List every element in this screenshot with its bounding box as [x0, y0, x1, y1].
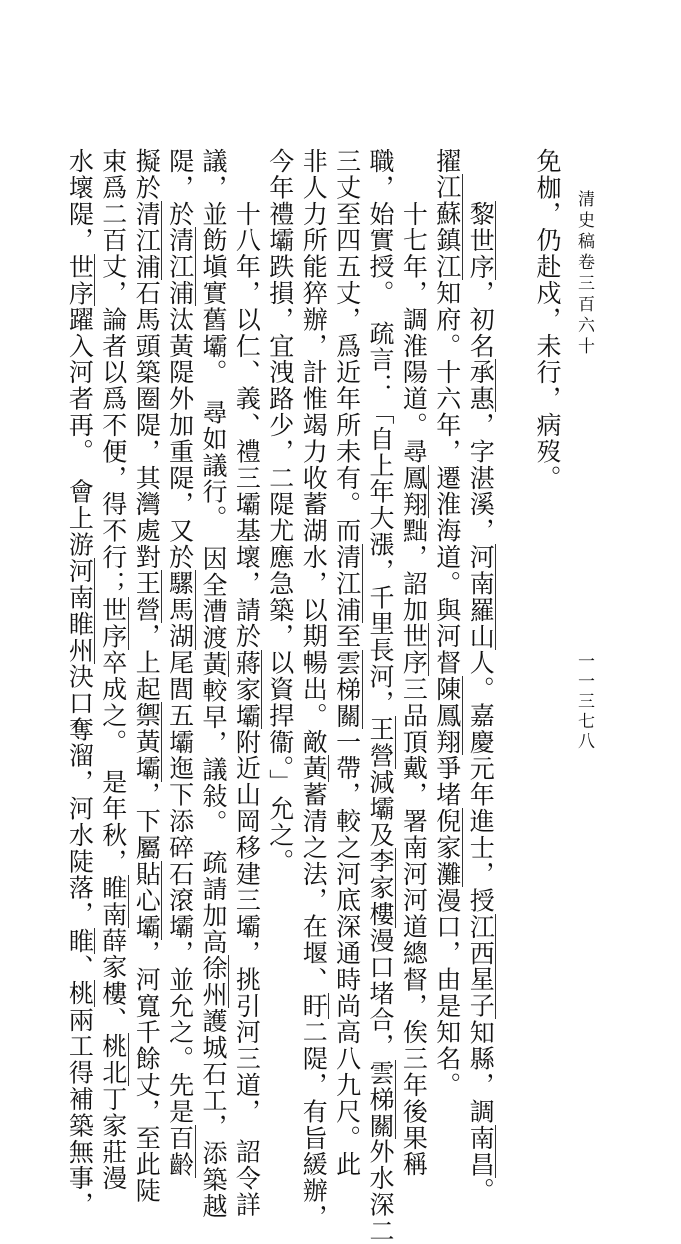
- text-run: 護城石工，添築越: [199, 1008, 228, 1220]
- proper-name-mark: 羅山: [466, 596, 496, 650]
- proper-name-mark: 清江浦: [132, 200, 162, 281]
- text-run: 。: [466, 1177, 496, 1205]
- proper-name-mark: 睢州: [65, 610, 95, 664]
- text-column: [399, 148, 429, 1178]
- text-column: [265, 148, 295, 875]
- text-column: [432, 148, 462, 1099]
- text-run: 束爲二百丈，論者以爲不便，得不行；: [98, 148, 128, 597]
- text-run: 三丈至四五丈，爲近年所未有。而: [332, 148, 362, 544]
- text-run: 一帶，較之河底深通時尚高八九尺。此: [332, 728, 362, 1178]
- proper-name-mark: 鎮江: [432, 227, 462, 281]
- text-run: 知府。十六年，遷淮海道。與河督: [432, 280, 462, 677]
- text-column: [98, 148, 128, 1192]
- text-run: 非人力所能猝辦，計惟竭力收蓄湖水，以期暢出。敵: [299, 148, 329, 756]
- proper-name-mark: 江蘇: [432, 174, 462, 228]
- text-run: 減壩及: [366, 769, 395, 849]
- proper-name-mark: 河南: [466, 544, 496, 597]
- text-run: 三品頂戴，署南河河道總督，俟三年後果稱: [399, 676, 429, 1178]
- text-run: 至: [332, 623, 362, 650]
- proper-name-mark: 陳鳳翔: [432, 676, 462, 756]
- text-run: 較早，議敍。 疏請加高: [199, 677, 228, 956]
- text-run: 爭堵: [432, 755, 462, 809]
- text-column: [165, 148, 195, 1178]
- text-run: 薛家樓、: [98, 927, 128, 1034]
- proper-name-mark: 桃: [65, 980, 95, 1007]
- proper-name-mark: 世序: [65, 253, 95, 307]
- proper-name-mark: 禦黃壩: [132, 702, 162, 782]
- text-run: 外水深二: [366, 1138, 395, 1244]
- text-run: 汰黃隄外加重隄，又於: [165, 306, 195, 571]
- proper-name-mark: 王營: [366, 716, 395, 770]
- proper-name-mark: 百齡: [165, 1124, 195, 1178]
- text-column: [201, 148, 226, 1219]
- text-run: 黜，詔加: [399, 517, 429, 624]
- proper-name-mark: 雲梯關: [332, 649, 362, 729]
- text-column: [368, 148, 393, 1244]
- text-column: [466, 148, 496, 1205]
- text-run: 漫口堵合，: [366, 927, 395, 1060]
- text-column: [535, 148, 560, 491]
- text-run: 附近山岡移建三壩，挑引河三道， 詔令詳: [232, 728, 262, 1218]
- proper-name-mark: 蔣家壩: [232, 649, 262, 729]
- text-column: [332, 148, 362, 1178]
- text-run: ，字湛溪，: [466, 412, 496, 545]
- proper-name-mark: 睢南: [98, 874, 128, 928]
- text-column: [232, 148, 262, 1218]
- text-column: [65, 148, 95, 1218]
- running-title: 清史稿卷三百六十: [574, 190, 594, 358]
- text-run: 今年禮壩跌損，宜洩路少，二隄尤應急築，以資捍衞。」允之。: [265, 148, 295, 875]
- text-run: ，初名: [466, 280, 496, 360]
- text-run: [466, 148, 495, 201]
- text-run: 議，並飭塡實舊壩。 尋如議行。 因全漕渡: [199, 148, 228, 651]
- text-run: 兩工得補築無事，: [65, 1006, 95, 1218]
- text-run: ，下屬: [132, 781, 162, 861]
- text-run: 丁家莊漫: [98, 1085, 128, 1192]
- proper-name-mark: 黃: [299, 755, 329, 782]
- proper-name-mark: 徐州: [199, 955, 228, 1009]
- proper-name-mark: 黎世序: [466, 200, 496, 281]
- text-run: ，河寬千餘丈，至此陡: [132, 940, 162, 1205]
- proper-name-mark: 鳳翔: [399, 464, 429, 518]
- proper-name-mark: 南昌: [466, 1124, 496, 1178]
- text-run: ，上起: [132, 623, 162, 703]
- proper-name-mark: 倪家灘: [432, 808, 462, 888]
- text-run: 人。嘉慶元年進士，授: [466, 649, 496, 914]
- proper-name-mark: 星子: [466, 966, 496, 1020]
- text-run: 卒成之。 是年秋，: [98, 649, 128, 875]
- text-run: 蓄清之法，在堰、: [299, 781, 329, 993]
- proper-name-mark: 世序: [98, 596, 128, 650]
- proper-name-mark: 李家樓: [366, 848, 395, 928]
- proper-name-mark: 桃北: [98, 1033, 128, 1086]
- text-run: 水壞隄，: [65, 148, 95, 254]
- text-column: [299, 148, 329, 1231]
- page-number: 一一三七八: [574, 652, 594, 752]
- text-run: 十七年，調淮陽道。尋: [399, 148, 429, 465]
- proper-name-mark: 黃: [199, 651, 228, 678]
- text-run: 擢: [432, 148, 462, 175]
- text-run: 免枷，仍赴戍，未行，病歿。: [533, 148, 562, 492]
- text-run: 隄，於: [165, 148, 195, 228]
- proper-name-mark: 騾馬湖: [165, 570, 195, 650]
- text-run: 躍入河者再。 會上游: [65, 306, 95, 558]
- proper-name-mark: 王營: [132, 570, 162, 624]
- proper-name-mark: 雲梯關: [366, 1059, 395, 1139]
- proper-name-mark: 盱: [299, 992, 329, 1020]
- proper-name-mark: 清江浦: [332, 544, 362, 624]
- text-run: 決口奪溜，河水陡落，: [65, 663, 95, 928]
- proper-name-mark: 江西: [466, 913, 496, 967]
- proper-name-mark: 河南: [65, 557, 95, 611]
- text-column: [132, 148, 162, 1205]
- proper-name-mark: 貼心壩: [132, 860, 162, 941]
- text-run: 十八年，以仁、義、禮三壩基壞，請於: [232, 148, 262, 650]
- text-run: 漫口，由是知名。: [432, 887, 462, 1099]
- text-run: 職，始實授。 疏言：「自上年大漲，千里長河，: [366, 148, 395, 717]
- proper-name-mark: 世序: [399, 623, 429, 677]
- text-run: 擬於: [132, 148, 162, 201]
- text-run: 尾閭五壩迤下添碎石滾壩，並允之。先是: [165, 649, 195, 1125]
- text-run: 知縣，調: [466, 1019, 496, 1125]
- text-run: 、: [65, 953, 95, 981]
- proper-name-mark: 睢: [65, 927, 95, 954]
- text-run: 石馬頭築圈隄，其灣處對: [132, 280, 162, 571]
- text-run: 二隄，有旨緩辦，: [299, 1019, 329, 1231]
- proper-name-mark: 清江浦: [165, 227, 195, 307]
- proper-name-mark: 承惠: [466, 359, 496, 413]
